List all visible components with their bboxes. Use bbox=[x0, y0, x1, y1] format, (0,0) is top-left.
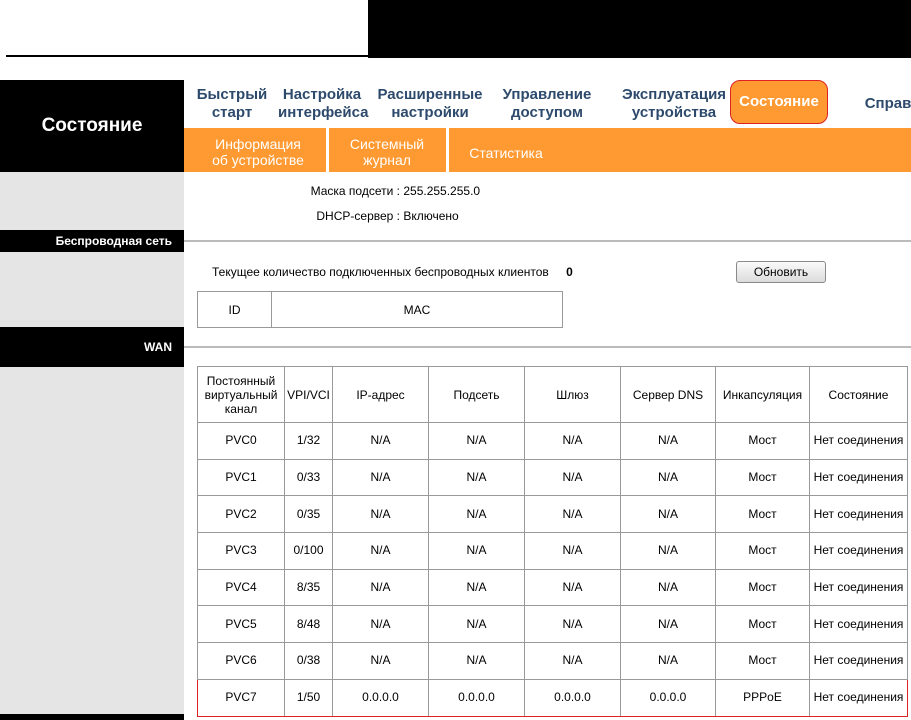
pvc-cell: PVC6 bbox=[198, 643, 285, 680]
table-row bbox=[198, 679, 908, 716]
status-cell: Нет соединения bbox=[810, 423, 908, 460]
table-row bbox=[198, 569, 908, 606]
subnet-cell: N/A bbox=[429, 533, 525, 570]
pvc-cell: PVC5 bbox=[198, 606, 285, 643]
dns-cell: N/A bbox=[621, 606, 716, 643]
dhcp-server-value: Включено bbox=[403, 209, 459, 223]
side-footer-strip bbox=[0, 714, 184, 720]
wan-table bbox=[197, 366, 908, 717]
status-cell: Нет соединения bbox=[810, 643, 908, 680]
main-nav bbox=[184, 80, 911, 128]
ip-cell: N/A bbox=[333, 423, 429, 460]
column-header-vpi-vci: VPI/VCI bbox=[285, 367, 333, 423]
vpi-vci-cell: 0/38 bbox=[285, 643, 333, 680]
dns-cell: N/A bbox=[621, 496, 716, 533]
wireless-clients-count: 0 bbox=[566, 265, 573, 279]
status-cell: Нет соединения bbox=[810, 496, 908, 533]
subnav-separator bbox=[326, 128, 329, 172]
encapsulation-cell: Мост bbox=[716, 496, 810, 533]
status-cell: Нет соединения bbox=[810, 679, 908, 716]
table-row bbox=[198, 533, 908, 570]
pvc-cell: PVC3 bbox=[198, 533, 285, 570]
column-header-pvc: Постоянный виртуальный канал bbox=[198, 367, 285, 423]
nav-access-management[interactable]: Управление доступом bbox=[502, 86, 592, 121]
subnav-device-info[interactable]: Информация об устройстве bbox=[212, 136, 304, 168]
side-filler bbox=[0, 367, 184, 714]
pvc-cell: PVC2 bbox=[198, 496, 285, 533]
banner-dark-area bbox=[368, 0, 911, 58]
subnav-statistics[interactable]: Статистика bbox=[469, 145, 543, 161]
section-divider bbox=[184, 346, 911, 348]
banner-logo-area bbox=[6, 0, 368, 57]
pvc-cell: PVC1 bbox=[198, 459, 285, 496]
gateway-cell: N/A bbox=[525, 496, 621, 533]
subnav-separator bbox=[446, 128, 449, 172]
vpi-vci-cell: 8/35 bbox=[285, 569, 333, 606]
encapsulation-cell: Мост bbox=[716, 606, 810, 643]
subnet-mask-row bbox=[284, 184, 480, 198]
vpi-vci-cell: 8/48 bbox=[285, 606, 333, 643]
top-banner bbox=[0, 0, 911, 58]
encapsulation-cell: Мост bbox=[716, 459, 810, 496]
subnet-cell: N/A bbox=[429, 496, 525, 533]
column-header-status: Состояние bbox=[810, 367, 908, 423]
vpi-vci-cell: 1/50 bbox=[285, 679, 333, 716]
nav-maintenance[interactable]: Эксплуатация устройства bbox=[621, 86, 727, 121]
subnet-cell: N/A bbox=[429, 423, 525, 460]
subnet-cell: N/A bbox=[429, 643, 525, 680]
gateway-cell: N/A bbox=[525, 569, 621, 606]
encapsulation-cell: Мост bbox=[716, 643, 810, 680]
dhcp-server-row bbox=[284, 209, 459, 223]
encapsulation-cell: Мост bbox=[716, 423, 810, 460]
table-header-row bbox=[198, 292, 563, 328]
column-header-dns: Сервер DNS bbox=[621, 367, 716, 423]
table-row bbox=[198, 496, 908, 533]
gateway-cell: 0.0.0.0 bbox=[525, 679, 621, 716]
gateway-cell: N/A bbox=[525, 459, 621, 496]
ip-cell: N/A bbox=[333, 533, 429, 570]
ip-cell: 0.0.0.0 bbox=[333, 679, 429, 716]
pvc-cell: PVC4 bbox=[198, 569, 285, 606]
ip-cell: N/A bbox=[333, 606, 429, 643]
side-filler bbox=[0, 252, 184, 327]
subnet-mask-value: 255.255.255.0 bbox=[403, 184, 481, 198]
gateway-cell: N/A bbox=[525, 643, 621, 680]
table-row bbox=[198, 643, 908, 680]
vpi-vci-cell: 0/100 bbox=[285, 533, 333, 570]
side-filler bbox=[0, 172, 184, 230]
gateway-cell: N/A bbox=[525, 533, 621, 570]
column-header-ip: IP-адрес bbox=[333, 367, 429, 423]
encapsulation-cell: Мост bbox=[716, 569, 810, 606]
subnet-mask-label: Маска подсети : bbox=[310, 184, 400, 198]
wireless-clients-row bbox=[212, 265, 573, 279]
vpi-vci-cell: 0/33 bbox=[285, 459, 333, 496]
status-cell: Нет соединения bbox=[810, 533, 908, 570]
column-header-subnet: Подсеть bbox=[429, 367, 525, 423]
subnet-cell: N/A bbox=[429, 459, 525, 496]
dns-cell: N/A bbox=[621, 423, 716, 460]
gateway-cell: N/A bbox=[525, 606, 621, 643]
dns-cell: N/A bbox=[621, 643, 716, 680]
table-header-row bbox=[198, 367, 908, 423]
column-header-id: ID bbox=[198, 292, 272, 328]
side-section-wan: WAN bbox=[0, 327, 184, 367]
nav-advanced-setup[interactable]: Расширенные настройки bbox=[377, 86, 483, 121]
dns-cell: N/A bbox=[621, 569, 716, 606]
dns-cell: N/A bbox=[621, 533, 716, 570]
encapsulation-cell: PPPoE bbox=[716, 679, 810, 716]
wireless-clients-table bbox=[197, 291, 563, 328]
nav-quick-start[interactable]: Быстрый старт bbox=[196, 86, 268, 121]
encapsulation-cell: Мост bbox=[716, 533, 810, 570]
table-row bbox=[198, 423, 908, 460]
subnet-cell: 0.0.0.0 bbox=[429, 679, 525, 716]
gateway-cell: N/A bbox=[525, 423, 621, 460]
status-cell: Нет соединения bbox=[810, 606, 908, 643]
subnav-system-log[interactable]: Системный журнал bbox=[349, 136, 425, 168]
status-cell: Нет соединения bbox=[810, 569, 908, 606]
dhcp-server-label: DHCP-сервер : bbox=[316, 209, 400, 223]
dns-cell: 0.0.0.0 bbox=[621, 679, 716, 716]
subnet-cell: N/A bbox=[429, 606, 525, 643]
table-row bbox=[198, 606, 908, 643]
ip-cell: N/A bbox=[333, 643, 429, 680]
side-section-wireless: Беспроводная сеть bbox=[0, 230, 184, 252]
table-row bbox=[198, 459, 908, 496]
status-cell: Нет соединения bbox=[810, 459, 908, 496]
pvc-cell: PVC7 bbox=[198, 679, 285, 716]
pvc-cell: PVC0 bbox=[198, 423, 285, 460]
nav-interface-setup[interactable]: Настройка интерфейса bbox=[278, 86, 369, 121]
sub-nav bbox=[184, 128, 911, 172]
dns-cell: N/A bbox=[621, 459, 716, 496]
ip-cell: N/A bbox=[333, 569, 429, 606]
subnet-cell: N/A bbox=[429, 569, 525, 606]
column-header-encapsulation: Инкапсуляция bbox=[716, 367, 810, 423]
vpi-vci-cell: 0/35 bbox=[285, 496, 333, 533]
column-header-gateway: Шлюз bbox=[525, 367, 621, 423]
column-header-mac: MAC bbox=[272, 292, 563, 328]
nav-help[interactable]: Справ bbox=[864, 95, 911, 112]
ip-cell: N/A bbox=[333, 459, 429, 496]
wireless-clients-label: Текущее количество подключенных беспроводных клиентов bbox=[212, 265, 549, 279]
side-page-title: Состояние bbox=[0, 80, 184, 172]
vpi-vci-cell: 1/32 bbox=[285, 423, 333, 460]
ip-cell: N/A bbox=[333, 496, 429, 533]
section-divider bbox=[184, 240, 911, 242]
nav-status[interactable]: Состояние bbox=[730, 80, 828, 124]
refresh-button[interactable]: Обновить bbox=[736, 261, 826, 283]
